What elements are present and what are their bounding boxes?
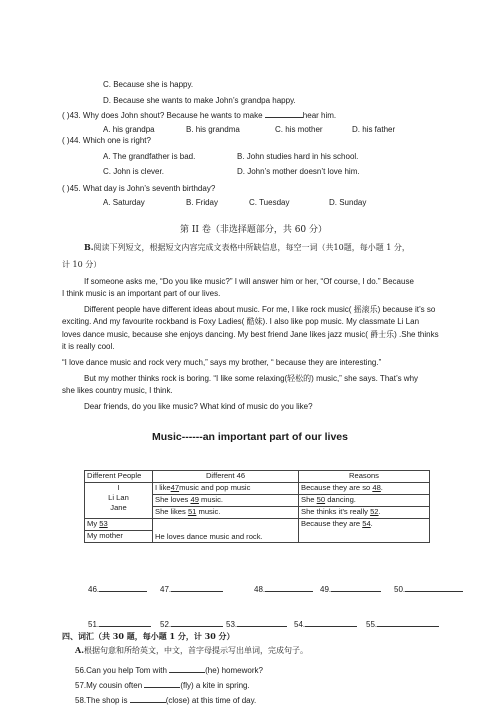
answer-blank[interactable] (171, 618, 223, 627)
q43-option-a: A. his grandpa (103, 125, 155, 134)
q45-option-c: C. Tuesday (249, 198, 290, 207)
passage-line: it is really cool. (62, 342, 115, 351)
q44-option-c: C. John is clever. (103, 167, 164, 176)
q44-option-a: A. The grandfather is bad. (103, 152, 196, 161)
answer-52: 52. (160, 618, 223, 630)
part2-title: 第 II 卷（非选择题部分，共 60 分） (180, 225, 328, 235)
answer-54: 54. (294, 618, 357, 630)
blank-48[interactable]: 48 (372, 483, 381, 492)
passage-line: If someone asks me, “Do you like music?” I will answer him or her, “Of course, I do.” Because (84, 277, 414, 286)
section4-title: 四、词汇（共 30 题，每小题 1 分，计 30 分） (62, 631, 235, 641)
blank-50[interactable]: 50 (316, 495, 326, 504)
q45-option-b: B. Friday (186, 198, 219, 207)
person-i: I (117, 483, 120, 492)
sub-a-text: 根据句意和所给英文，中文，首字母提示写出单词，完成句子。 (84, 646, 308, 655)
answer-blank[interactable] (405, 583, 463, 592)
answer-50: 50. (394, 583, 463, 595)
answer-paren: ( ) (62, 111, 70, 120)
q44-stem-text: 44. Which one is right? (69, 136, 151, 145)
likes-row-1: I like47music and pop music (153, 483, 298, 495)
answer-48: 48. (254, 583, 313, 595)
answer-blank[interactable] (237, 618, 287, 627)
answer-47: 47. (160, 583, 223, 595)
blank-49[interactable]: 49 (190, 495, 199, 504)
likes-cell (153, 483, 299, 519)
q45-option-a: A. Saturday (103, 198, 145, 207)
passage-line: loves dance music, because she enjoys dancing. My best friend Jane likes jazz music( 爵士乐) .She thinks (62, 330, 439, 339)
section4-sub-a (75, 645, 308, 656)
section-b-label: B. (84, 242, 94, 252)
blank-52[interactable]: 52 (370, 507, 379, 516)
q45-stem (62, 183, 215, 194)
passage-line: Dear friends, do you like music? What kind of music do you like? (84, 402, 313, 411)
q44-option-d: D. John’s mother doesn’t love him. (237, 167, 360, 176)
section-b-instruction (84, 242, 410, 253)
answer-blank[interactable] (99, 583, 147, 592)
q43-blank[interactable] (265, 109, 303, 118)
reason-row-4: Because they are 54. (299, 519, 430, 543)
answer-paren: ( ) (62, 136, 70, 145)
q56: 56.Can you help Tom with (he) homework? (75, 666, 263, 675)
person-mother: My mother (87, 531, 123, 540)
q42-option-c: C. Because she is happy. (103, 80, 194, 89)
q58: 58.The shop is (close) at this time of day. (75, 696, 257, 705)
reasons-cell (299, 483, 430, 519)
reason-row-3: She thinks it’s really 52. (301, 507, 381, 516)
answer-blank[interactable] (305, 618, 357, 627)
q45-stem-text: 45. What day is John’s seventh birthday? (69, 184, 216, 193)
likes-row-3: She likes 51 music. (155, 507, 221, 516)
header-people: Different People (85, 471, 153, 483)
answer-blank[interactable] (171, 583, 223, 592)
q44-option-b: B. John studies hard in his school. (237, 152, 359, 161)
q43-stem (62, 109, 336, 121)
person-jane: Jane (110, 503, 127, 512)
people-cell-2 (85, 519, 153, 543)
q57: 57.My cousin often (fly) a kite in spring. (75, 681, 250, 690)
q43-option-b: B. his grandma (186, 125, 240, 134)
blank-47[interactable]: 47 (170, 483, 180, 492)
table-row (85, 519, 430, 543)
blank-53[interactable]: 53 (99, 519, 108, 528)
answer-53: 53. (226, 618, 287, 630)
header-different: Different 46 (153, 471, 299, 483)
reason-row-2: She 50 dancing. (299, 495, 429, 507)
q43-stem-a: 43. Why does John shout? Because he wants to make (69, 111, 265, 120)
person-li-lan: Li Lan (108, 493, 129, 502)
table-header-row (85, 471, 430, 483)
music-table (84, 470, 430, 543)
section-b-text: 阅读下列短文，根据短文内容完成文表格中所缺信息，每空一词（共10题，每小题 1 分， (93, 243, 410, 252)
blank-54[interactable]: 54 (362, 519, 371, 528)
passage-line: Different people have different ideas about music. For me, I like rock music( 摇滚乐) because it’s so (84, 305, 436, 314)
q45-option-d: D. Sunday (329, 198, 367, 207)
answer-blank[interactable] (99, 618, 151, 627)
passage-line: “I love dance music and rock very much,” says my brother, “ because they are interesting.” (62, 358, 382, 367)
passage-line: she likes country music, I think. (62, 386, 173, 395)
likes-row-4: He loves dance music and rock. (153, 519, 299, 543)
answer-blank[interactable] (265, 583, 313, 592)
passage-line: I think music is an important part of our lives. (62, 289, 221, 298)
q58-blank[interactable] (130, 694, 166, 703)
answer-46: 46. (88, 583, 147, 595)
q57-blank[interactable] (144, 679, 180, 688)
sub-a-label: A. (75, 645, 84, 655)
answer-49: 49. (320, 583, 381, 595)
answer-55: 55. (366, 618, 439, 630)
answer-paren: ( ) (62, 184, 70, 193)
blank-51[interactable]: 51 (187, 507, 197, 516)
people-cell (85, 483, 153, 519)
section-b-instruction-2: 计 10 分） (62, 260, 102, 269)
answer-51: 51. (88, 618, 151, 630)
reason-row-1: Because they are so 48. (299, 483, 429, 495)
table-row (85, 483, 430, 519)
answer-blank[interactable] (331, 583, 381, 592)
passage-line: exciting. And my favourite rockband is Foxy Ladies( 酷妹). I also like pop music. My classmate Li Lan (62, 317, 420, 326)
passage-line: But my mother thinks rock is boring. “I like some relaxing(轻松的) music,” she says. That’s why (84, 374, 419, 383)
likes-row-2: She loves 49 music. (153, 495, 298, 507)
q44-stem (62, 135, 151, 146)
header-reasons: Reasons (299, 471, 430, 483)
answer-blank[interactable] (377, 618, 439, 627)
q56-blank[interactable] (169, 664, 205, 673)
table-title: Music------an important part of our lives (151, 431, 348, 443)
q43-option-c: C. his mother (275, 125, 323, 134)
q42-option-d: D. Because she wants to make John’s grandpa happy. (103, 96, 296, 105)
q43-option-d: D. his father (352, 125, 396, 134)
q43-stem-b: hear him. (302, 111, 337, 120)
person-brother: My 53 (85, 519, 152, 531)
